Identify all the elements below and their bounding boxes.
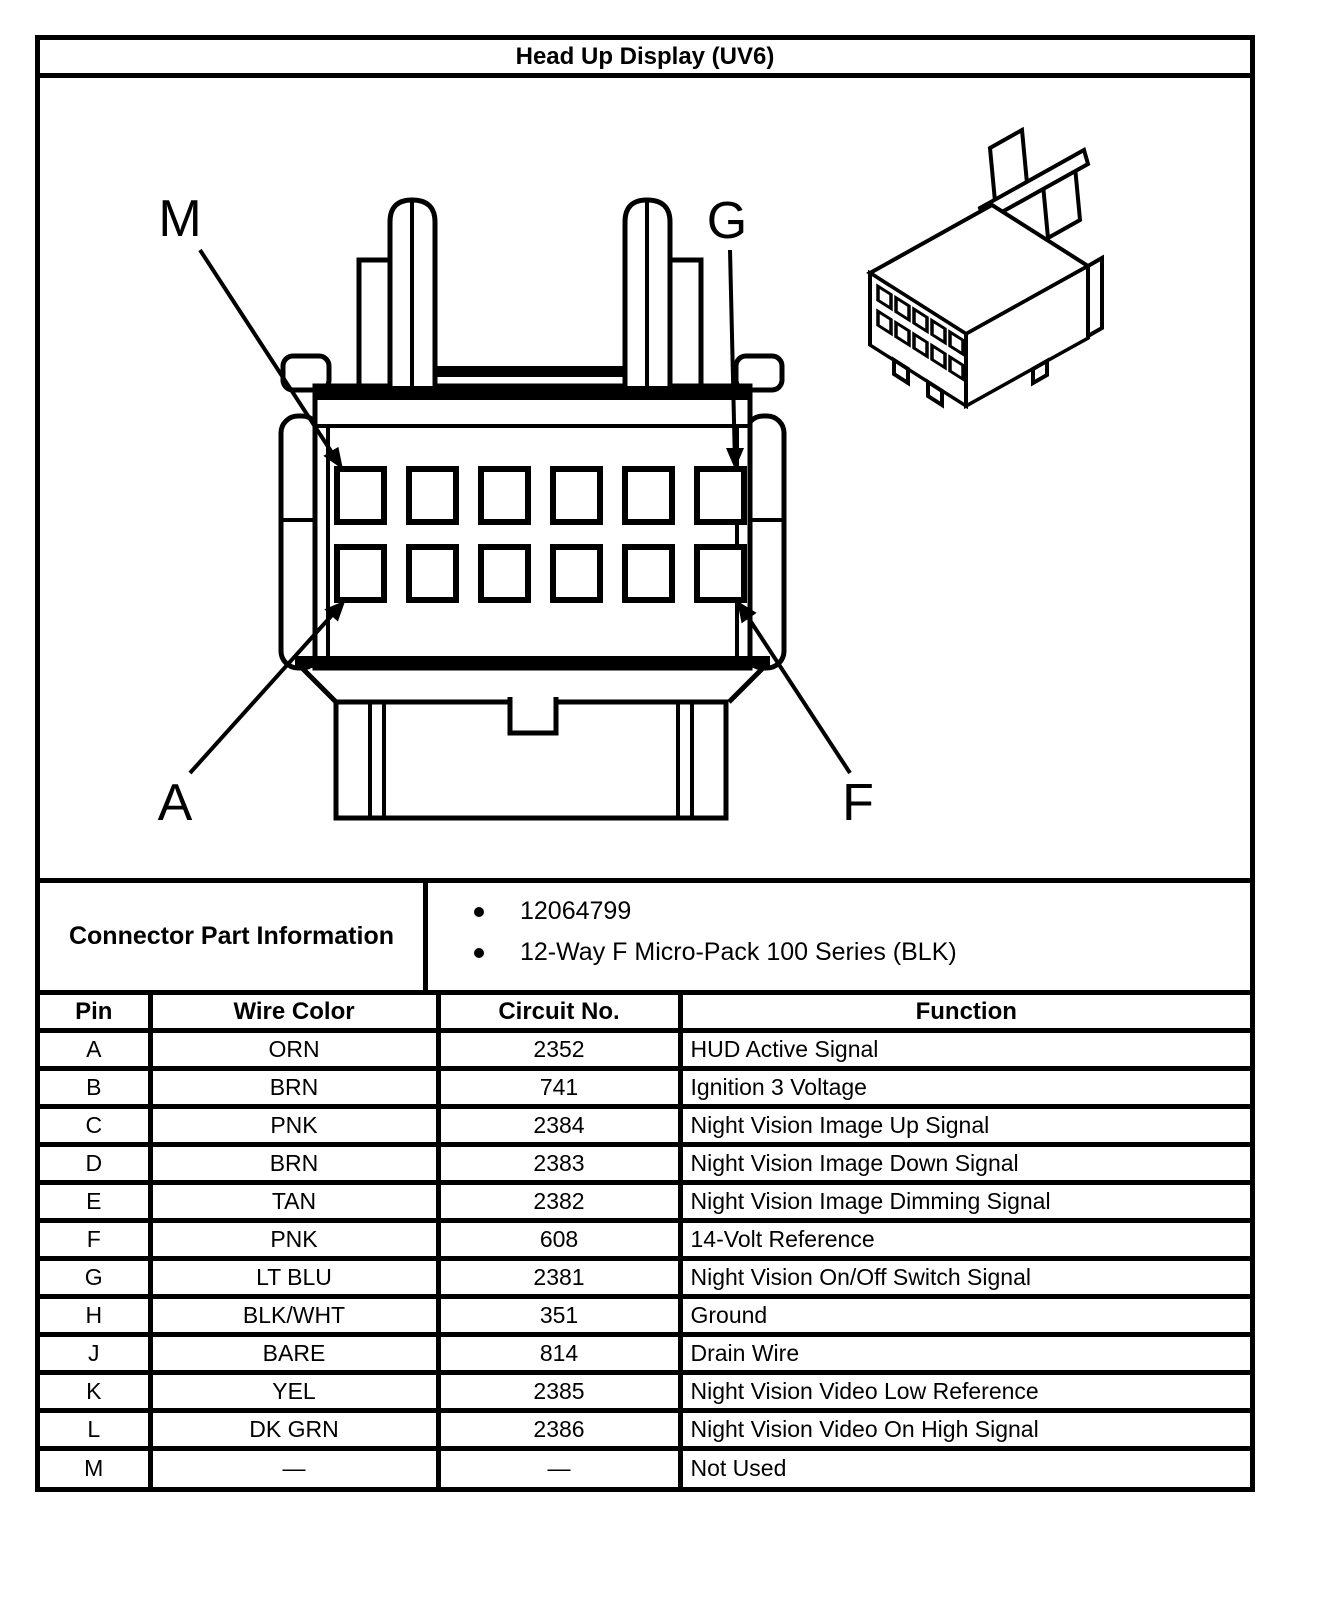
table-row	[40, 1373, 1250, 1411]
cell-circuit-no: 2352	[438, 1031, 680, 1069]
connector-part-info-label: Connector Part Information	[40, 883, 428, 990]
side-post	[1088, 258, 1102, 336]
cell-pin: A	[40, 1031, 150, 1069]
table-row	[40, 1031, 1250, 1069]
part-info-item	[474, 897, 1240, 926]
pin-cavity	[409, 547, 456, 600]
pin-label-m: M	[158, 190, 202, 248]
cell-wire-color: LT BLU	[150, 1259, 438, 1297]
cell-function: Night Vision On/Off Switch Signal	[680, 1259, 1250, 1297]
cell-pin: J	[40, 1335, 150, 1373]
cell-function: Ground	[680, 1297, 1250, 1335]
table-row	[40, 1183, 1250, 1221]
pin-cavity	[553, 469, 600, 522]
connector-diagram	[40, 78, 1250, 878]
cell-function: Night Vision Image Down Signal	[680, 1145, 1250, 1183]
right-latch-outer	[670, 260, 701, 386]
cell-wire-color: BARE	[150, 1335, 438, 1373]
pin-cavity	[697, 547, 744, 600]
cell-wire-color: DK GRN	[150, 1411, 438, 1449]
table-row	[40, 1259, 1250, 1297]
table-row	[40, 1145, 1250, 1183]
connector-3d-view	[870, 130, 1102, 406]
document-frame	[35, 35, 1255, 1492]
cell-circuit-no: 608	[438, 1221, 680, 1259]
pin-cavity	[625, 469, 672, 522]
cell-wire-color: BLK/WHT	[150, 1297, 438, 1335]
bottom-left-diagonal	[302, 668, 336, 702]
pin-label-g: G	[706, 192, 748, 250]
column-header-function: Function	[680, 993, 1250, 1031]
bullet-icon	[474, 948, 484, 958]
cell-circuit-no: 2381	[438, 1259, 680, 1297]
cell-circuit-no: 2386	[438, 1411, 680, 1449]
page-title: Head Up Display (UV6)	[515, 42, 775, 70]
cell-wire-color: BRN	[150, 1145, 438, 1183]
title-bar	[40, 40, 1250, 78]
table-row	[40, 1449, 1250, 1487]
cell-wire-color: PNK	[150, 1107, 438, 1145]
table-row	[40, 1335, 1250, 1373]
pin-cavity	[337, 547, 384, 600]
pinout-table	[40, 990, 1250, 1487]
left-latch-outer	[359, 260, 390, 386]
cell-circuit-no: 2383	[438, 1145, 680, 1183]
column-header-circuit-no: Circuit No.	[438, 993, 680, 1031]
leader-line-f	[740, 605, 850, 773]
pin-label-f: F	[842, 774, 874, 832]
bullet-icon	[474, 907, 484, 917]
pin-label-a: A	[157, 774, 193, 832]
cell-function: 14-Volt Reference	[680, 1221, 1250, 1259]
cell-circuit-no: 2382	[438, 1183, 680, 1221]
connector-part-info-values	[428, 883, 1250, 990]
cell-pin: B	[40, 1069, 150, 1107]
cell-pin: K	[40, 1373, 150, 1411]
pin-cavity	[625, 547, 672, 600]
table-row	[40, 1221, 1250, 1259]
cell-wire-color: TAN	[150, 1183, 438, 1221]
pin-cavity	[409, 469, 456, 522]
cell-circuit-no: 2385	[438, 1373, 680, 1411]
cell-function: Drain Wire	[680, 1335, 1250, 1373]
table-row	[40, 1069, 1250, 1107]
cell-wire-color: PNK	[150, 1221, 438, 1259]
cell-wire-color: YEL	[150, 1373, 438, 1411]
connector-series: 12-Way F Micro-Pack 100 Series (BLK)	[520, 938, 957, 966]
cell-pin: D	[40, 1145, 150, 1183]
cell-wire-color: —	[150, 1449, 438, 1487]
cell-pin: E	[40, 1183, 150, 1221]
connector-part-info-section	[40, 878, 1250, 990]
cell-circuit-no: 351	[438, 1297, 680, 1335]
pin-cavity	[481, 469, 528, 522]
cell-function: Night Vision Image Up Signal	[680, 1107, 1250, 1145]
index-notch-mask	[510, 697, 556, 733]
cell-wire-color: ORN	[150, 1031, 438, 1069]
cell-function: Ignition 3 Voltage	[680, 1069, 1250, 1107]
table-row	[40, 1107, 1250, 1145]
cell-function: Not Used	[680, 1449, 1250, 1487]
cell-function: HUD Active Signal	[680, 1031, 1250, 1069]
pin-cavity	[337, 469, 384, 522]
cell-pin: M	[40, 1449, 150, 1487]
pin-cavity	[697, 469, 744, 522]
cell-circuit-no: 814	[438, 1335, 680, 1373]
cell-circuit-no: 741	[438, 1069, 680, 1107]
column-header-pin: Pin	[40, 993, 150, 1031]
connector-diagram-svg	[40, 78, 1250, 878]
part-info-item	[474, 938, 1240, 967]
cell-function: Night Vision Video Low Reference	[680, 1373, 1250, 1411]
cell-pin: C	[40, 1107, 150, 1145]
table-header-row	[40, 993, 1250, 1031]
connector-body	[315, 386, 750, 668]
cell-wire-color: BRN	[150, 1069, 438, 1107]
cell-function: Night Vision Image Dimming Signal	[680, 1183, 1250, 1221]
column-header-wire-color: Wire Color	[150, 993, 438, 1031]
latch-cross-bar	[435, 366, 625, 377]
pin-cavity	[553, 547, 600, 600]
part-number: 12064799	[520, 897, 632, 925]
cell-circuit-no: —	[438, 1449, 680, 1487]
cell-function: Night Vision Video On High Signal	[680, 1411, 1250, 1449]
pin-cavity	[481, 547, 528, 600]
cell-pin: L	[40, 1411, 150, 1449]
cell-pin: G	[40, 1259, 150, 1297]
table-row	[40, 1411, 1250, 1449]
cell-pin: H	[40, 1297, 150, 1335]
bottom-right-diagonal	[729, 668, 763, 702]
cell-circuit-no: 2384	[438, 1107, 680, 1145]
body-bottom-band	[295, 656, 770, 668]
table-row	[40, 1297, 1250, 1335]
cell-pin: F	[40, 1221, 150, 1259]
